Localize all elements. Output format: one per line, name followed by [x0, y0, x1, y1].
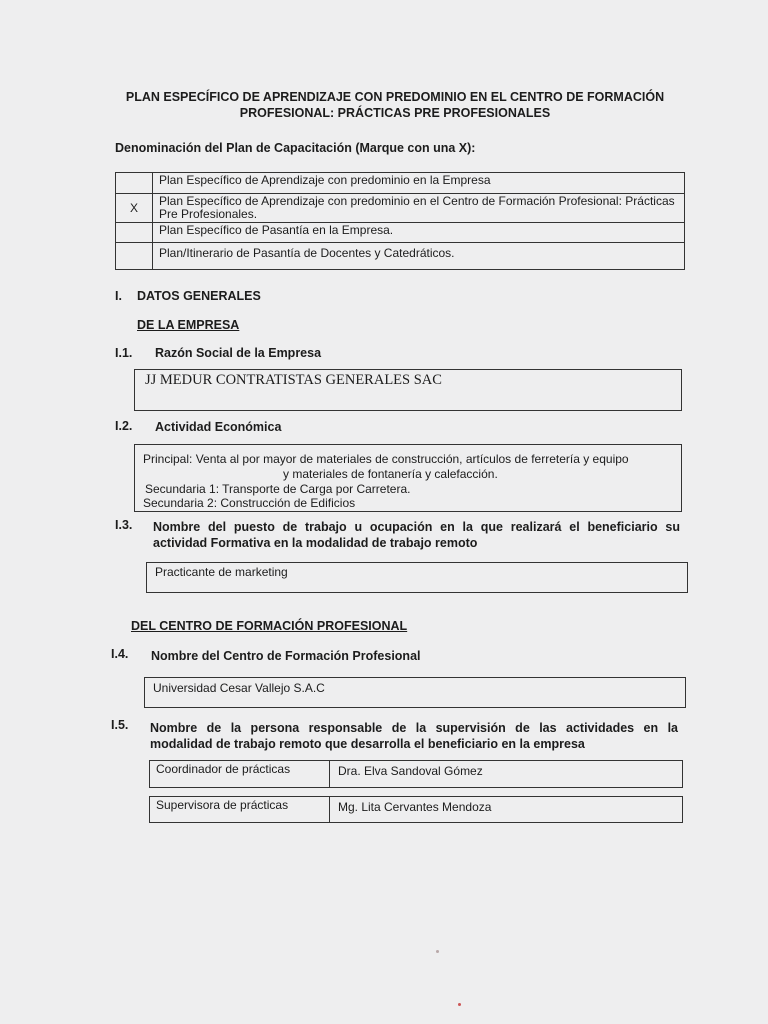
- puesto-label-line1: Nombre del puesto de trabajo u ocupación en la que realizará el beneficiario su: [153, 520, 680, 534]
- supervisor-row: [149, 760, 683, 788]
- puesto-field[interactable]: [146, 562, 688, 593]
- item-number: I.1.: [115, 346, 133, 360]
- centro-nombre-field[interactable]: [144, 677, 686, 708]
- subsection-empresa: DE LA EMPRESA: [137, 318, 240, 332]
- actividad-principal-line1: Principal: Venta al por mayor de materiales de construcción, artículos de ferretería y equipo: [143, 452, 629, 466]
- supervisor-name[interactable]: Dra. Elva Sandoval Gómez: [338, 764, 483, 778]
- centro-nombre-label: Nombre del Centro de Formación Profesional: [151, 649, 421, 663]
- plan-option-mark[interactable]: [116, 173, 153, 194]
- centro-nombre-value: Universidad Cesar Vallejo S.A.C: [153, 681, 325, 695]
- plan-option-row: [116, 194, 685, 223]
- title-line-1: PLAN ESPECÍFICO DE APRENDIZAJE CON PREDOMINIO EN EL CENTRO DE FORMACIÓN: [125, 90, 665, 104]
- plan-option-text: Plan Específico de Aprendizaje con predominio en el Centro de Formación Profesional: Prácticas Pre Profesionales.: [153, 194, 685, 223]
- supervisor-role: Supervisora de prácticas: [150, 797, 330, 822]
- actividad-secundaria-1: Secundaria 1: Transporte de Carga por Carretera.: [145, 482, 411, 496]
- plan-option-mark[interactable]: [116, 223, 153, 243]
- razon-social-value: JJ MEDUR CONTRATISTAS GENERALES SAC: [145, 372, 442, 388]
- plan-option-mark[interactable]: X: [116, 194, 153, 223]
- plan-option-row: [116, 243, 685, 270]
- subsection-centro: DEL CENTRO DE FORMACIÓN PROFESIONAL: [131, 619, 408, 633]
- plan-option-text: Plan Específico de Pasantía en la Empresa.: [153, 223, 685, 243]
- item-number: I.3.: [115, 518, 133, 532]
- actividad-economica-label: Actividad Económica: [155, 420, 282, 434]
- razon-social-field[interactable]: [134, 369, 682, 411]
- puesto-label-line2: actividad Formativa en la modalidad de trabajo remoto: [153, 536, 478, 550]
- supervisor-label-line2: modalidad de trabajo remoto que desarrolla el beneficiario en la empresa: [150, 737, 585, 751]
- section-number: I.: [115, 289, 122, 303]
- plan-option-text: Plan Específico de Aprendizaje con predominio en la Empresa: [153, 173, 685, 194]
- supervisor-name[interactable]: Mg. Lita Cervantes Mendoza: [338, 800, 492, 814]
- razon-social-label: Razón Social de la Empresa: [155, 346, 322, 360]
- actividad-principal-line2: y materiales de fontanería y calefacción.: [283, 467, 498, 481]
- plan-option-text: Plan/Itinerario de Pasantía de Docentes y Catedráticos.: [153, 243, 685, 270]
- paper-speck: [458, 1003, 461, 1006]
- title-line-2: PROFESIONAL: PRÁCTICAS PRE PROFESIONALES: [239, 106, 551, 120]
- plan-selection-label: Denominación del Plan de Capacitación (Marque con una X):: [115, 141, 476, 155]
- document-title: [100, 89, 690, 121]
- plan-selection-table: [115, 172, 685, 270]
- plan-option-row: [116, 173, 685, 194]
- puesto-value: Practicante de marketing: [155, 565, 288, 579]
- actividad-secundaria-2: Secundaria 2: Construcción de Edificios: [143, 496, 356, 510]
- supervisor-label-line1: Nombre de la persona responsable de la supervisión de las actividades en la: [150, 721, 678, 735]
- plan-option-mark[interactable]: [116, 243, 153, 270]
- section-title: DATOS GENERALES: [137, 289, 261, 303]
- actividad-economica-field[interactable]: [134, 444, 682, 512]
- supervisor-role: Coordinador de prácticas: [150, 761, 330, 787]
- plan-option-row: [116, 223, 685, 243]
- item-number: I.2.: [115, 419, 133, 433]
- paper-speck: [436, 950, 439, 953]
- item-number: I.4.: [111, 647, 129, 661]
- supervisor-row: [149, 796, 683, 823]
- item-number: I.5.: [111, 718, 129, 732]
